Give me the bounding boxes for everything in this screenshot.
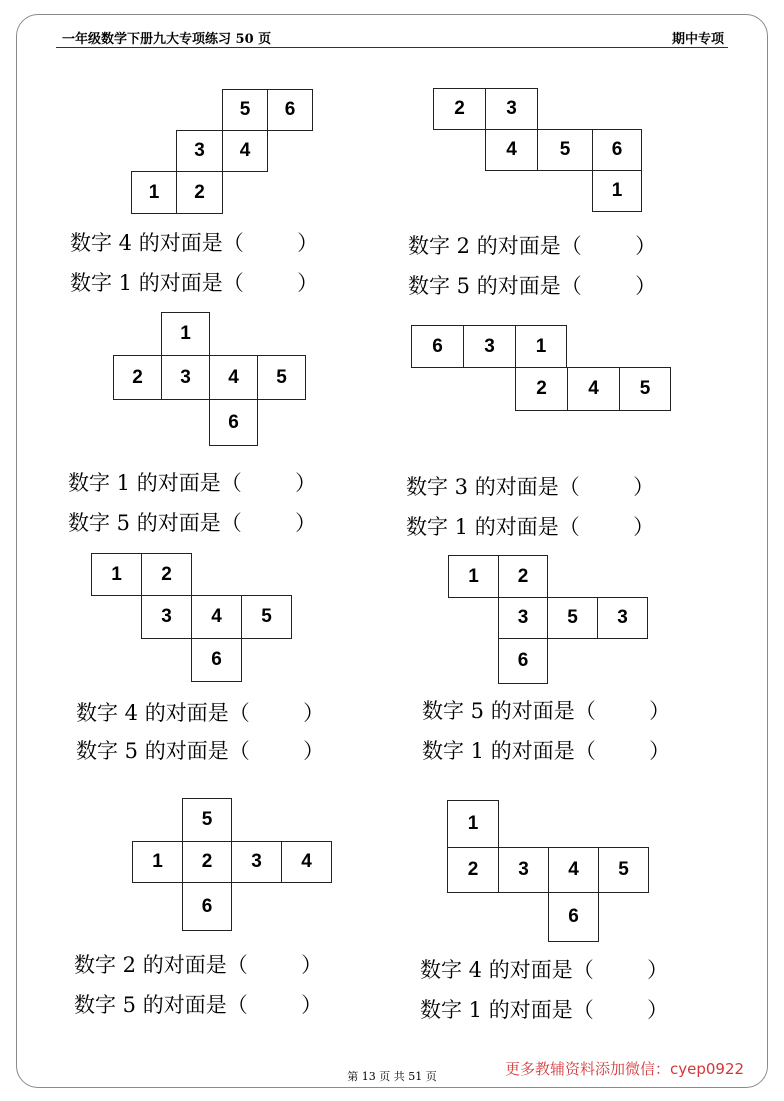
net-cell: 2 <box>515 367 568 411</box>
net-cell: 5 <box>257 355 306 400</box>
net-cell: 5 <box>182 798 232 842</box>
page-number: 第 13 页 共 51 页 <box>347 1070 437 1083</box>
header-section: 期中专项 <box>671 32 724 47</box>
net-cell: 1 <box>91 553 142 596</box>
net-cell: 1 <box>515 325 567 368</box>
question-text: 数字 4 的对面是（ ） <box>70 231 319 255</box>
question-text: 数字 1 的对面是（ ） <box>406 515 655 539</box>
net-cell: 1 <box>161 312 210 356</box>
net-cell: 3 <box>231 841 282 883</box>
net-cell: 5 <box>241 595 292 639</box>
net-cell: 2 <box>498 555 548 598</box>
question-text: 数字 5 的对面是（ ） <box>422 699 671 723</box>
net-cell: 3 <box>485 88 538 130</box>
header-divider <box>56 47 728 48</box>
question-text: 数字 2 的对面是（ ） <box>74 953 323 977</box>
net-cell: 2 <box>447 847 499 893</box>
net-cell: 1 <box>447 800 499 848</box>
net-cell: 3 <box>597 597 648 639</box>
question-text: 数字 1 的对面是（ ） <box>70 271 319 295</box>
question-text: 数字 5 的对面是（ ） <box>76 739 325 763</box>
header-title: 一年级数学下册九大专项练习 50 页 <box>62 32 272 47</box>
watermark-text: 更多教辅资料添加微信：cyep0922 <box>505 1060 745 1078</box>
question-text: 数字 5 的对面是（ ） <box>408 274 657 298</box>
question-text: 数字 4 的对面是（ ） <box>76 701 325 725</box>
net-cell: 3 <box>463 325 516 368</box>
net-cell: 1 <box>132 841 183 883</box>
net-cell: 3 <box>161 355 210 400</box>
net-cell: 1 <box>448 555 499 598</box>
net-cell: 5 <box>598 847 649 893</box>
net-cell: 4 <box>209 355 258 400</box>
net-cell: 2 <box>176 171 223 214</box>
net-cell: 6 <box>548 892 599 942</box>
net-cell: 5 <box>619 367 671 411</box>
net-cell: 4 <box>548 847 599 893</box>
net-cell: 5 <box>547 597 598 639</box>
net-cell: 2 <box>113 355 162 400</box>
net-cell: 2 <box>433 88 486 130</box>
question-text: 数字 5 的对面是（ ） <box>74 993 323 1017</box>
net-cell: 1 <box>592 170 642 212</box>
net-cell: 5 <box>537 129 593 171</box>
net-cell: 6 <box>592 129 642 171</box>
net-cell: 3 <box>141 595 192 639</box>
net-cell: 3 <box>498 597 548 639</box>
net-cell: 3 <box>498 847 549 893</box>
net-cell: 2 <box>182 841 232 883</box>
net-cell: 2 <box>141 553 192 596</box>
net-cell: 6 <box>498 638 548 684</box>
question-text: 数字 1 的对面是（ ） <box>68 471 317 495</box>
net-cell: 6 <box>267 89 313 131</box>
question-text: 数字 4 的对面是（ ） <box>420 958 669 982</box>
net-cell: 5 <box>222 89 268 131</box>
net-cell: 6 <box>182 882 232 931</box>
question-text: 数字 3 的对面是（ ） <box>406 475 655 499</box>
question-text: 数字 1 的对面是（ ） <box>420 998 669 1022</box>
net-cell: 6 <box>411 325 464 368</box>
net-cell: 4 <box>281 841 332 883</box>
net-cell: 6 <box>209 399 258 446</box>
net-cell: 4 <box>485 129 538 171</box>
page-border <box>16 14 768 1088</box>
net-cell: 4 <box>191 595 242 639</box>
net-cell: 3 <box>176 130 223 172</box>
net-cell: 4 <box>222 130 268 172</box>
net-cell: 1 <box>131 171 177 214</box>
net-cell: 6 <box>191 638 242 682</box>
net-cell: 4 <box>567 367 620 411</box>
question-text: 数字 2 的对面是（ ） <box>408 234 657 258</box>
question-text: 数字 1 的对面是（ ） <box>422 739 671 763</box>
question-text: 数字 5 的对面是（ ） <box>68 511 317 535</box>
